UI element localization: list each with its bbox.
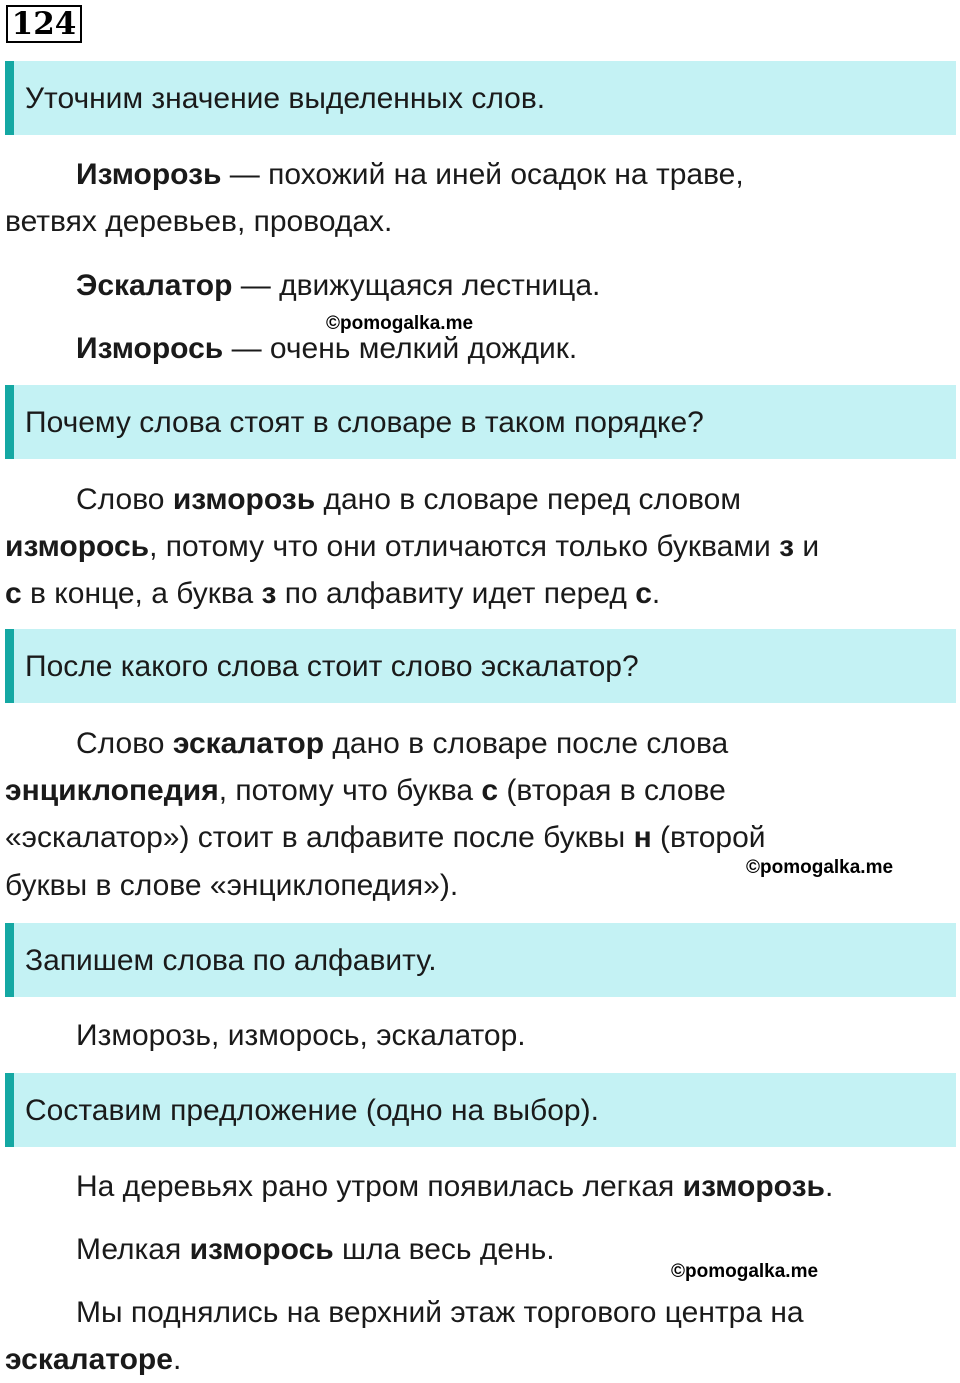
definition-text: — очень мелкий дождик. <box>223 332 578 365</box>
sentence: Мелкая изморось шла весь день. <box>76 1233 555 1266</box>
definition-line <box>5 198 392 245</box>
definition-line <box>76 325 577 372</box>
paragraph-line: энциклопедия, потому что буква с (вторая в слове <box>5 774 726 807</box>
definition-text: — движущаяся лестница. <box>232 269 601 302</box>
section-heading-3 <box>5 629 956 703</box>
section-heading-2 <box>5 385 956 459</box>
definition-line <box>76 151 744 198</box>
term: Эскалатор <box>76 269 233 302</box>
section-heading-4 <box>5 923 956 997</box>
term: Изморось <box>76 332 224 365</box>
term: Изморозь <box>76 158 222 191</box>
section-heading-text: Почему слова стоят в словаре в таком порядке? <box>25 406 704 439</box>
section-heading-1 <box>5 61 956 135</box>
section-heading-text: После какого слова стоит слово эскалатор? <box>25 650 639 683</box>
watermark: ©pomogalka.me <box>671 1261 819 1282</box>
paragraph-line: с в конце, а буква з по алфавиту идет перед с. <box>5 577 661 610</box>
watermark: ©pomogalka.me <box>326 313 474 334</box>
sentence: Мы поднялись на верхний этаж торгового центра на <box>76 1296 804 1329</box>
definition-line <box>76 262 600 309</box>
section-heading-text: Уточним значение выделенных слов. <box>25 82 546 115</box>
section-heading-text: Составим предложение (одно на выбор). <box>25 1094 599 1127</box>
paragraph-line: «эскалатор») стоит в алфавите после буквы н (второй <box>5 821 766 854</box>
definition-text: ветвях деревьев, проводах. <box>5 205 393 238</box>
task-number: 124 <box>6 5 82 43</box>
sentence: эскалаторе. <box>5 1343 182 1376</box>
section-heading-text: Запишем слова по алфавиту. <box>25 944 437 977</box>
paragraph-line: Слово изморозь дано в словаре перед словом <box>76 483 741 516</box>
section-heading-5 <box>5 1073 956 1147</box>
watermark: ©pomogalka.me <box>746 857 894 878</box>
paragraph-line: изморось, потому что они отличаются только буквами з и <box>5 530 820 563</box>
alphabetical-list: Изморозь, изморось, эскалатор. <box>76 1019 526 1052</box>
paragraph-line: буквы в слове «энциклопедия»). <box>5 869 459 902</box>
definition-text: — похожий на иней осадок на траве, <box>221 158 744 191</box>
paragraph-line: Слово эскалатор дано в словаре после слова <box>76 727 729 760</box>
sentence: На деревьях рано утром появилась легкая изморозь. <box>76 1170 834 1203</box>
